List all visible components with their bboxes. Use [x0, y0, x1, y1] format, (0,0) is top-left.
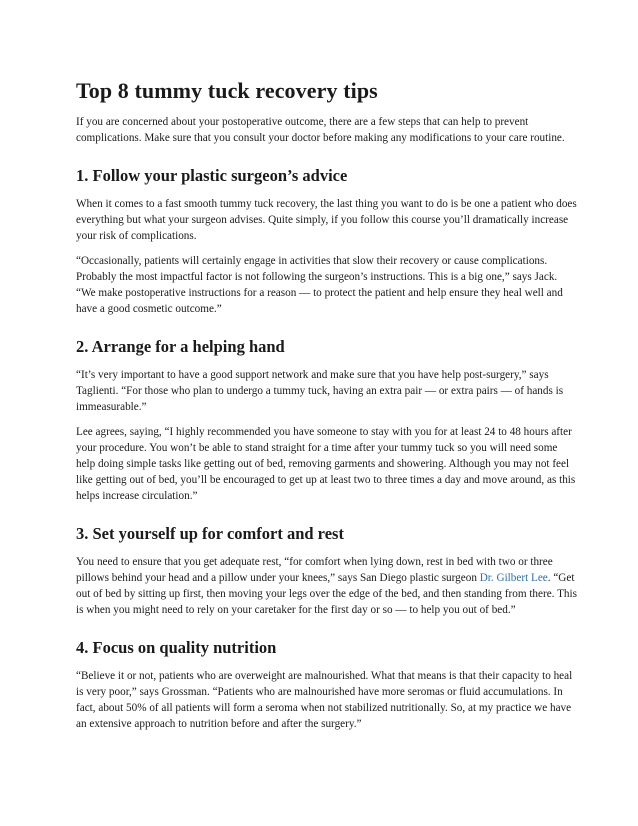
section-3-text-before-link: You need to ensure that you get adequate rest, “for comfort when lying down, rest in bed with two or three pillows behind your head and a pillow under your knees,” says San Diego plastic surgeon [76, 555, 553, 584]
section-heading-3: 3. Set yourself up for comfort and rest [76, 523, 344, 543]
section-2-paragraph-1: “It’s very important to have a good support network and make sure that you have help post-surgery,” says Taglienti. “For those who plan to undergo a tummy tuck, having an extra pair — or extra pairs — of hands is immeasurable.” [76, 368, 564, 413]
section-1-paragraph-2: “Occasionally, patients will certainly engage in activities that slow their recovery or cause complications. Probably the most impactful factor is not following the surgeon’s instructions. This is a big one,” says Jack. “We make postoperative instructions for a reason — to protect the patient and help ensure they heal well and have a good cosmetic outcome.” [76, 255, 563, 316]
page-title: Top 8 tummy tuck recovery tips [76, 78, 378, 103]
intro-paragraph: If you are concerned about your postoperative outcome, there are a few steps that can help to prevent complications. Make sure that you consult your doctor before making any modifications to your care routine. [76, 116, 565, 145]
section-heading-4: 4. Focus on quality nutrition [76, 637, 277, 657]
section-heading-2: 2. Arrange for a helping hand [76, 337, 285, 357]
section-2-paragraph-2: Lee agrees, saying, “I highly recommended you have someone to stay with you for at least 24 to 48 hours after your procedure. You won’t be able to stand straight for a time after your tummy tuck so you will need some help doing simple tasks like getting out of bed, removing garments and showering. Although you may not feel like getting out of bed, you’ll be encouraged to get up at least two to three times a day and move around, as this helps increase circulation.” [76, 425, 576, 502]
section-4-paragraph-1: “Believe it or not, patients who are overweight are malnourished. What that means is that their capacity to heal is very poor,” says Grossman. “Patients who are malnourished have more seromas or fluid accumulations. In fact, about 50% of all patients will form a seroma when not stabilized nutritionally. So, at my practice we have an extensive approach to nutrition before and after the surgery.” [76, 669, 573, 730]
section-3-text-after-link: . “Get out of bed by sitting up first, then moving your legs over the edge of the bed, and then standing from there. This is when you might need to rely on your caretaker for the first day or so — to help you out of bed.” [76, 571, 577, 616]
surgeon-link[interactable]: Dr. Gilbert Lee [479, 571, 548, 584]
section-3-paragraph-1 [76, 554, 578, 618]
section-1-paragraph-1: When it comes to a fast smooth tummy tuck recovery, the last thing you want to do is be one a patient who does everything but what your surgeon advises. Quite simply, if you follow this course you’ll dramatically increase your risk of complications. [76, 198, 577, 243]
section-heading-1: 1. Follow your plastic surgeon’s advice [76, 166, 348, 186]
